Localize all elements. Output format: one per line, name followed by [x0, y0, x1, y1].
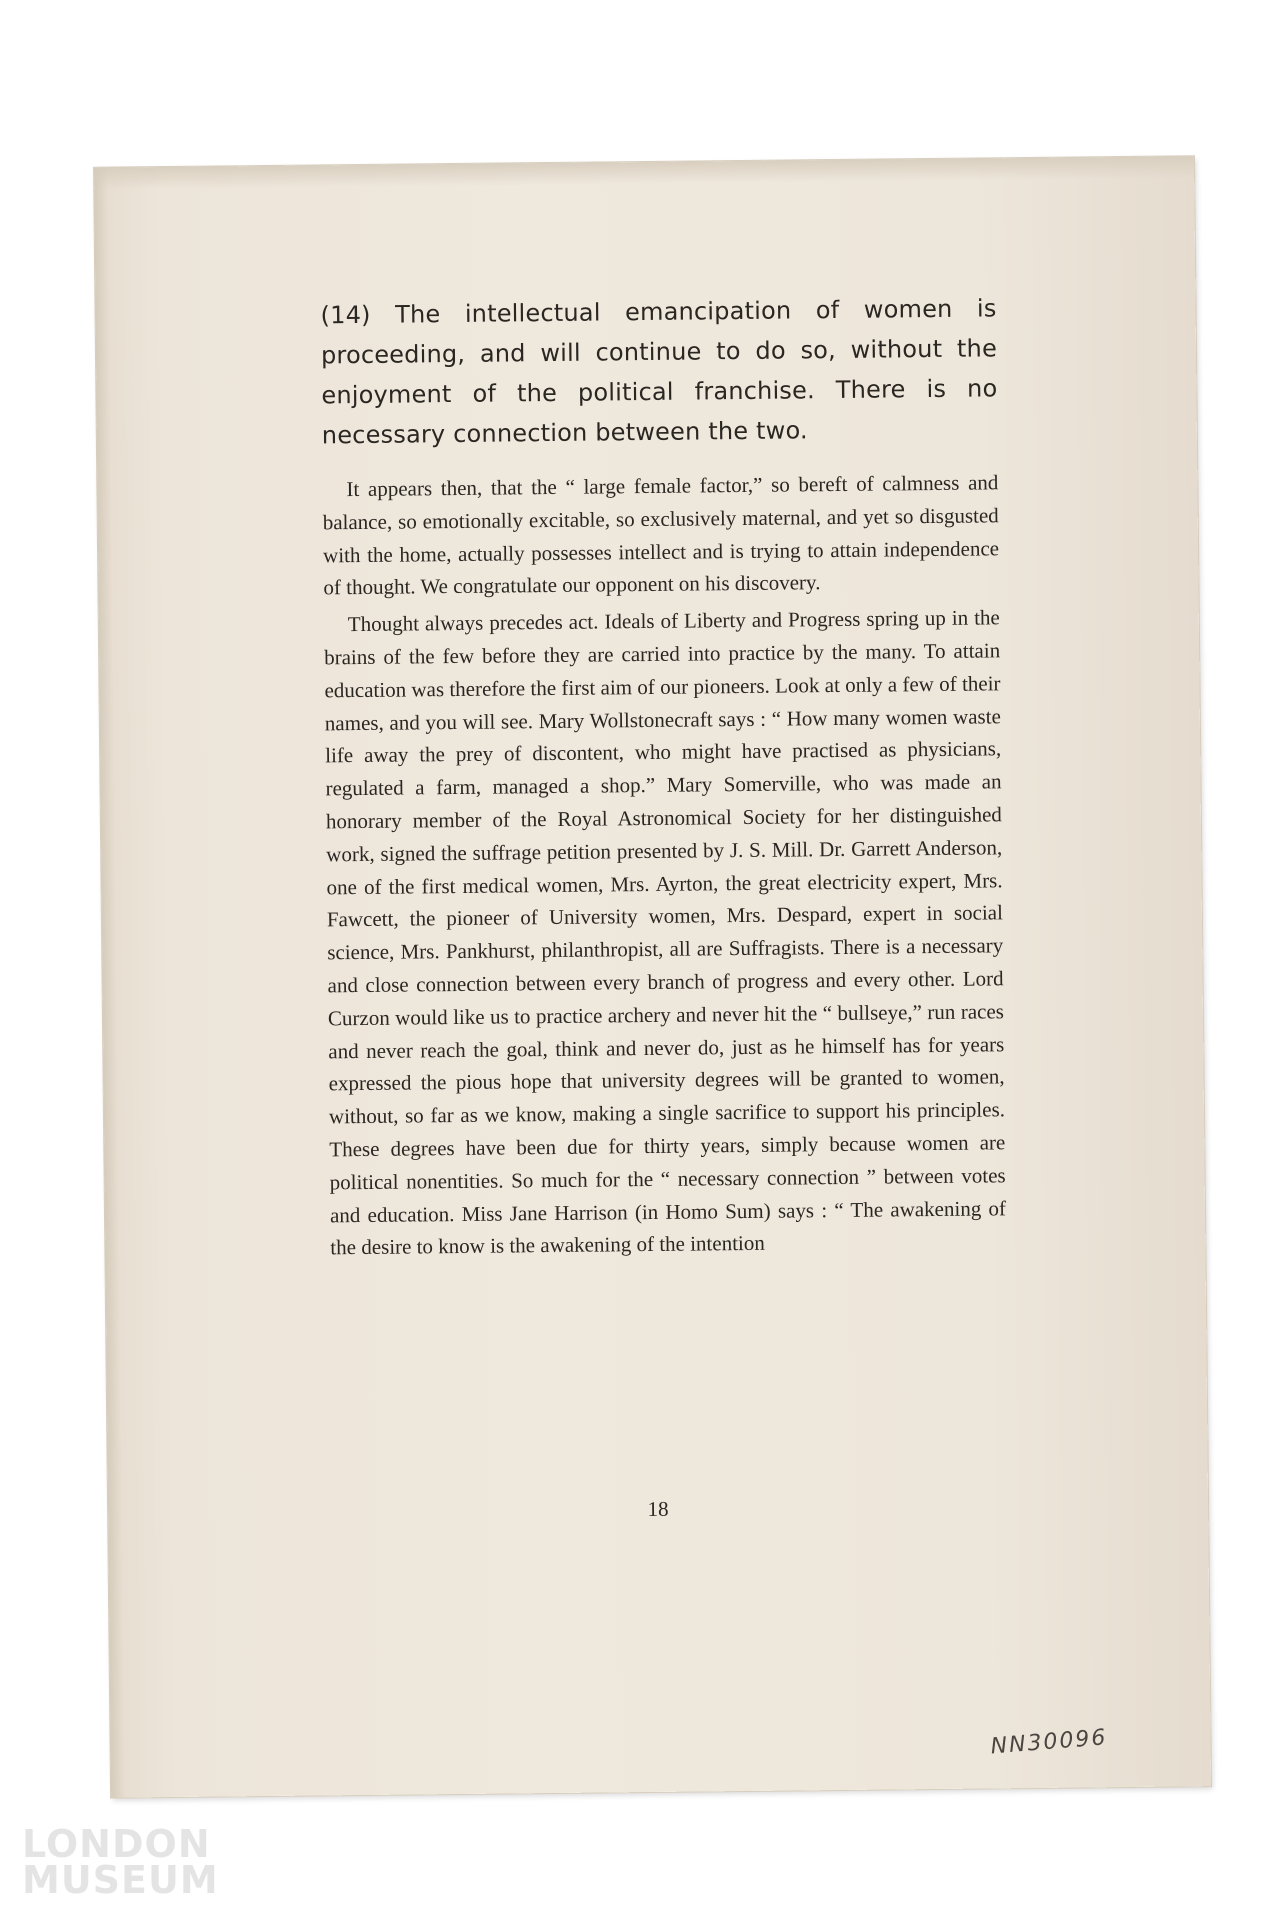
- paragraph-1: It appears then, that the “ large female factor,” so bereft of calmness and balance, so emotionally excitable, so exclusively maternal, and yet so disgusted with the home, actually possesses intellect and is trying to attain independence of thought. We congratulate our opponent on his discovery.: [322, 470, 1000, 600]
- page-text: [320, 288, 1006, 1268]
- watermark-line-1: LONDON: [22, 1822, 211, 1866]
- document-page: [94, 156, 1211, 1797]
- page-number: 18: [647, 1496, 669, 1522]
- paragraph-2: Thought always precedes act. Ideals of Liberty and Progress spring up in the brains of the few before they are carried into practice by the many. To attain education was therefore the first aim of our pioneers. Look at only a few of their names, and you will see. Mary Wollstonecraft says : “ How many women waste life away the prey of discontent, who might have practised as physicians, regulated a farm, managed a shop.” Mary Somerville, who was made an honorary member of the Royal Astronomical Society for her distinguished work, signed the suffrage petition presented by J. S. Mill. Dr. Garrett Anderson, one of the first medical women, Mrs. Ayrton, the great electricity expert, Mrs. Fawcett, the pioneer of University women, Mrs. Despard, expert in social science, Mrs. Pankhurst, philanthropist, all are Suffragists. There is a necessary and close connection between every branch of progress and every other. Lord Curzon would like us to practice archery and never hit the “ bullseye,” run races and never reach the goal, think and never do, just as he himself has for years expressed the pious hope that university degrees will be granted to women, without, so far as we know, making a single sacrifice to support his principles. These degrees have been due for thirty years, simply because women are political nonentities. So much for the “ necessary connection ” between votes and education. Miss Jane Harrison (in Homo Sum) says : “ The awakening of the desire to know is the awakening of the intention: [324, 605, 1007, 1260]
- watermark-line-2: MUSEUM: [22, 1858, 219, 1902]
- museum-watermark: [22, 1822, 219, 1902]
- section-heading: (14) The intellectual emancipation of women is proceeding, and will continue to do so, without the enjoyment of the political franchise. There is no necessary connection between the two.: [320, 294, 998, 450]
- accession-number: NN30096: [989, 1725, 1109, 1760]
